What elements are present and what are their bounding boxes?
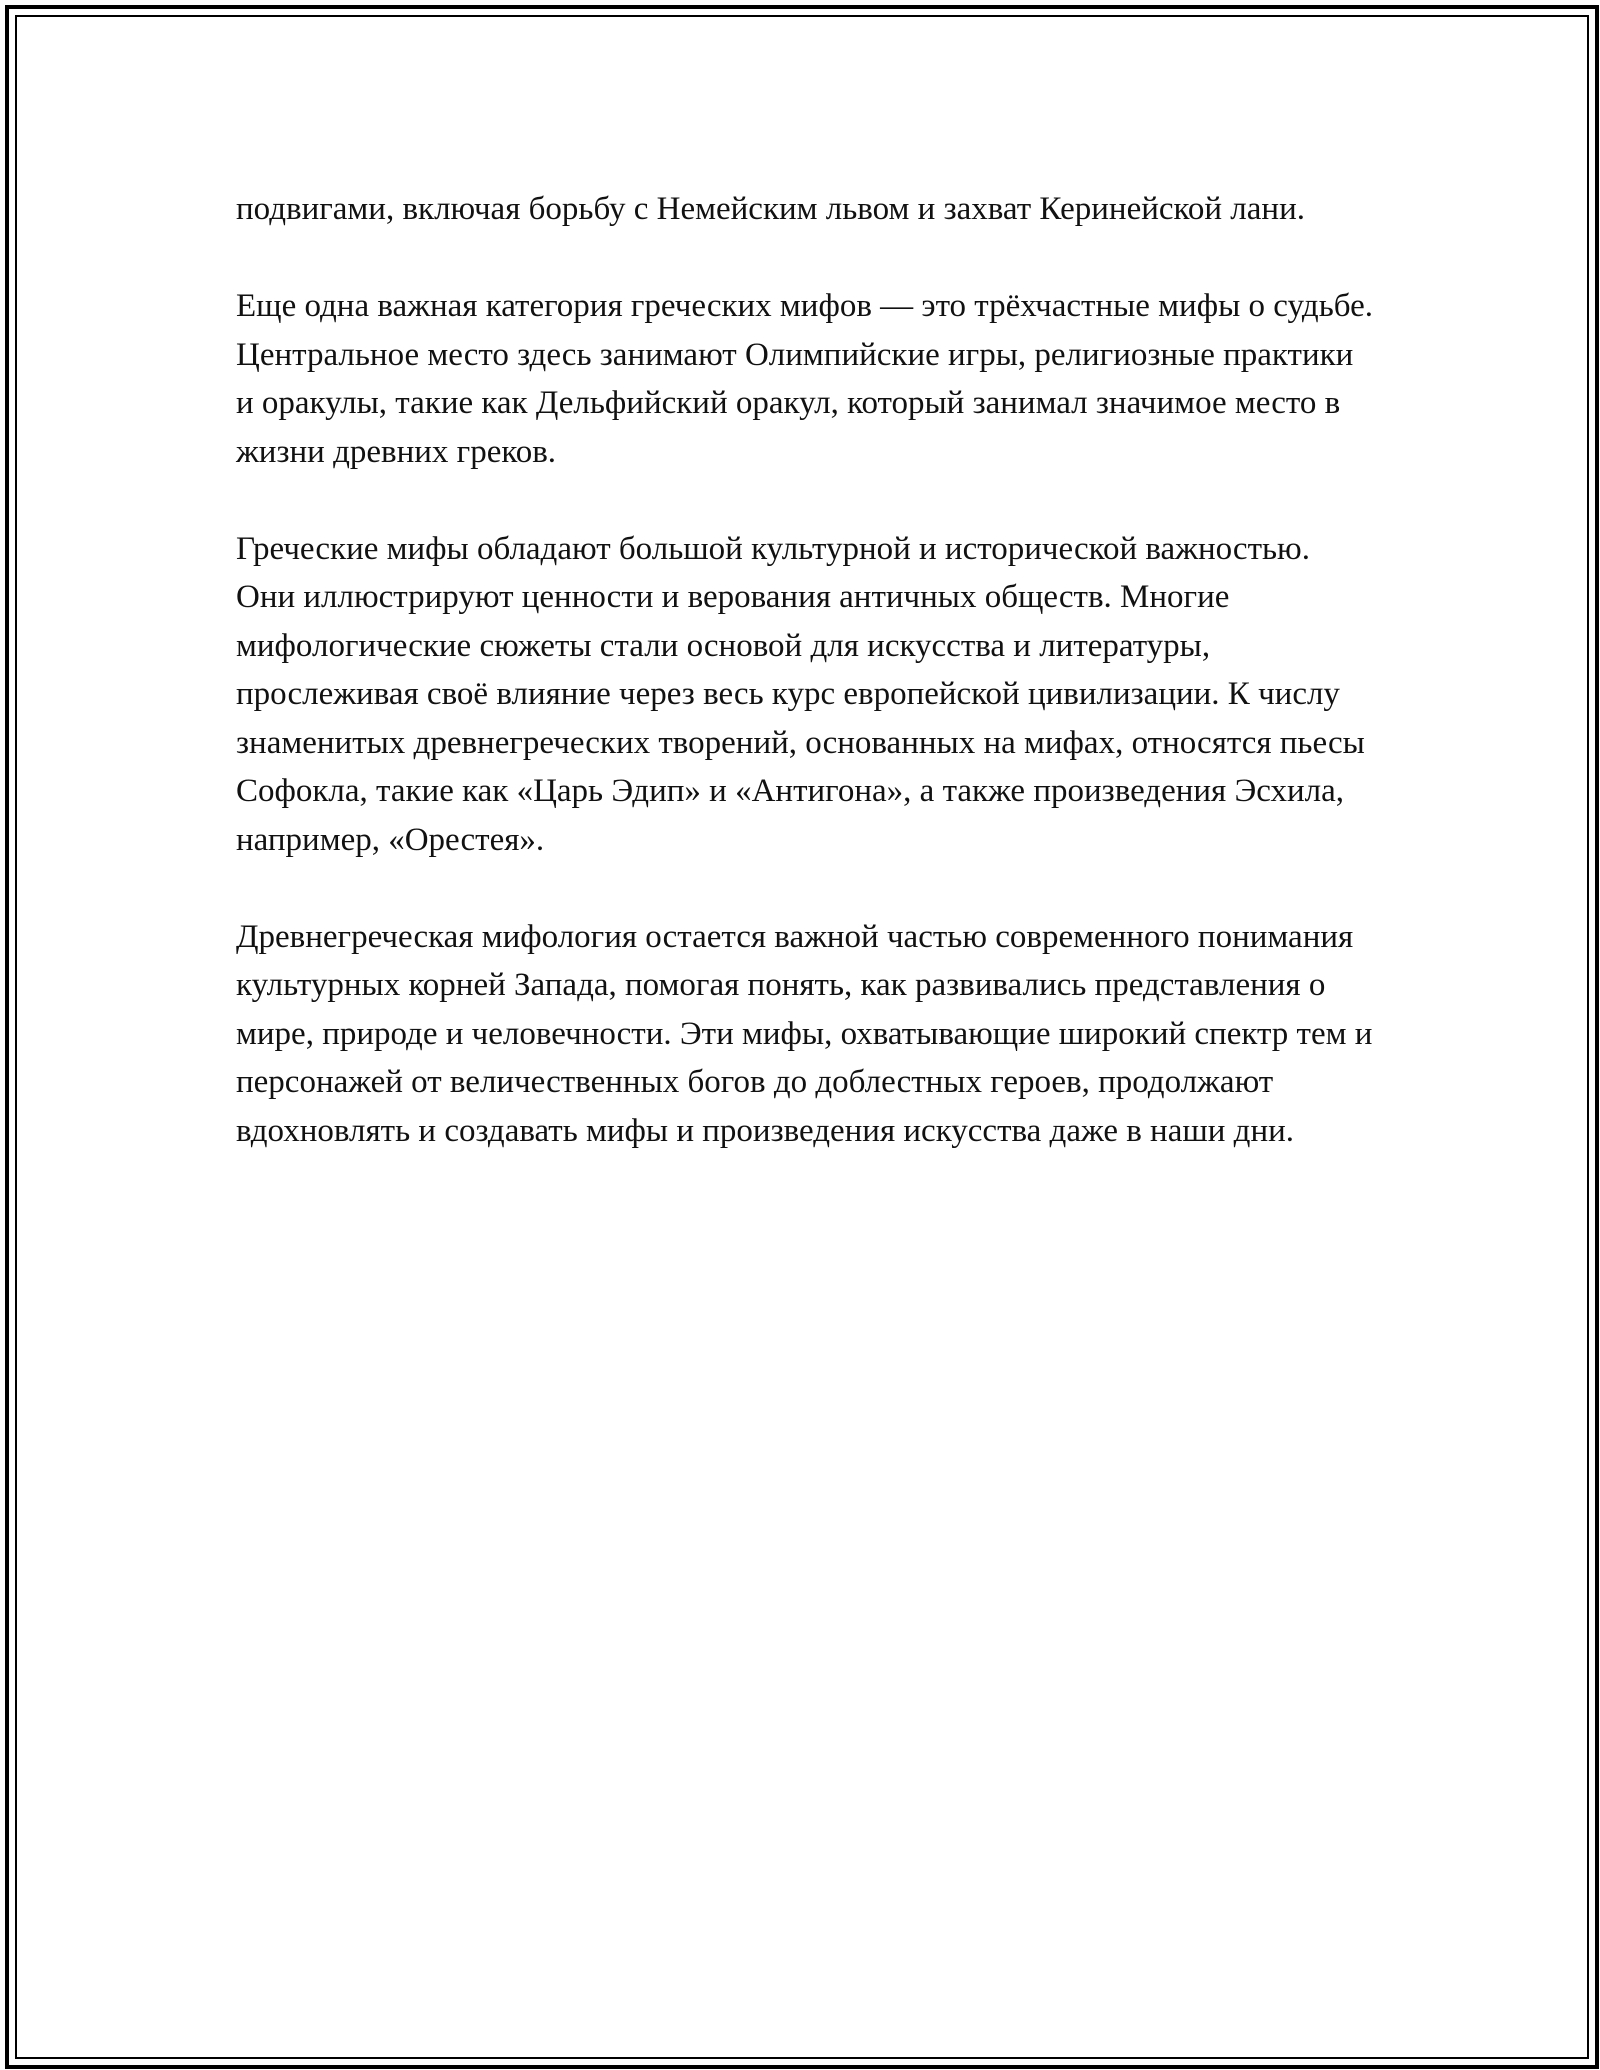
document-body	[236, 185, 1376, 1155]
paragraph: подвигами, включая борьбу с Немейским львом и захват Керинейской лани.	[236, 191, 1305, 227]
paragraph: Еще одна важная категория греческих мифов — это трёхчастные мифы о судьбе. Центральное место здесь занимают Олимпийские игры, религиозные практики и оракулы, такие как Дельфийский оракул, который занимал значимое место в жизни древних греков.	[236, 288, 1374, 470]
paragraph: Греческие мифы обладают большой культурной и исторической важностью. Они иллюстрируют ценности и верования античных обществ. Многие мифологические сюжеты стали основой для искусства и литературы, прослеживая своё влияние через весь курс европейской цивилизации. К числу знаменитых древнегреческих творений, основанных на мифах, относятся пьесы Софокла, такие как «Царь Эдип» и «Антигона», а также произведения Эсхила, например, «Орестея».	[236, 530, 1365, 858]
paragraph: Древнегреческая мифология остается важной частью современного понимания культурных корней Запада, помогая понять, как развивались представления о мире, природе и человечности. Эти мифы, охватывающие широкий спектр тем и персонажей от величественных богов до доблестных героев, продолжают вдохновлять и создавать мифы и произведения искусства даже в наши дни.	[236, 918, 1373, 1149]
